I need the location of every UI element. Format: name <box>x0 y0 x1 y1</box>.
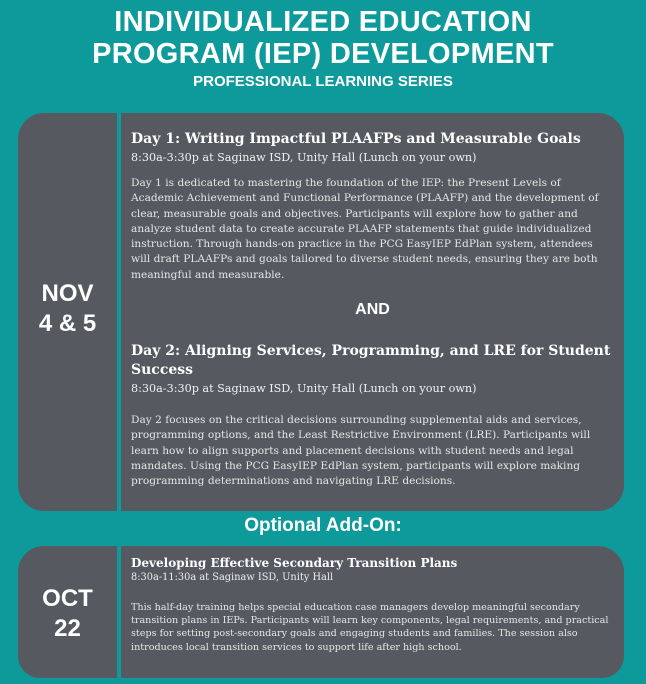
day1-title: Day 1: Writing Impactful PLAAFPs and Measurable Goals <box>131 131 581 147</box>
transition-time: 8:30a-11:30a at Saginaw ISD, Unity Hall <box>131 572 334 583</box>
day1-time: 8:30a-3:30p at Saginaw ISD, Unity Hall (Lunch on your own) <box>131 151 477 164</box>
card-divider <box>117 113 121 511</box>
date-day: 22 <box>54 615 81 642</box>
title-line-2: PROGRAM (IEP) DEVELOPMENT <box>92 38 554 70</box>
date-month: NOV <box>41 280 94 307</box>
card-divider <box>117 546 121 678</box>
day1-description: Day 1 is dedicated to mastering the foundation of the IEP: the Present Levels of Academic Achievement and Functional Performance (PLAAFP) and the development of clear, measurable goals and objectives. Participants will explore how to gather and analyze student data to create accurate PLAAFP statements that guide individualized instruction. Through hands-on practice in the PCG EasyIEP EdPlan system, attendees will draft PLAAFPs and goals tailored to diverse student needs, ensuring they are both meaningful and measurable. <box>131 177 599 281</box>
transition-section <box>131 555 614 654</box>
date-days: 4 & 5 <box>38 310 97 337</box>
session-card-nov <box>18 113 624 511</box>
date-month: OCT <box>42 585 93 612</box>
and-label: AND <box>355 301 390 318</box>
day1-section <box>131 130 614 283</box>
title-line-1: INDIVIDUALIZED EDUCATION <box>114 6 532 38</box>
header <box>0 6 646 92</box>
day2-section <box>131 342 614 489</box>
optional-add-on-heading: Optional Add-On: <box>244 515 402 536</box>
transition-title: Developing Effective Secondary Transition Plans <box>131 556 458 570</box>
day2-description: Day 2 focuses on the critical decisions surrounding supplemental aids and services, programming options, and the Least Restrictive Environment (LRE). Participants will learn how to align supports and placement decisions with student needs and legal mandates. Using the PCG EasyIEP EdPlan system, participants will explore making programming determinations and navigating LRE decisions. <box>131 414 591 488</box>
day2-title: Day 2: Aligning Services, Programming, and LRE for Student Success <box>131 343 611 378</box>
session-date-oct <box>18 584 117 644</box>
transition-description: This half-day training helps special education case managers develop meaningful secondary transition plans in IEPs. Participants will learn key components, legal requirements, and practical steps for setting post-secondary goals and engaging students and families. The session also introduces local transition services to support life after high school. <box>131 602 609 653</box>
session-date-nov <box>18 279 117 339</box>
page-title <box>0 6 646 70</box>
day2-time: 8:30a-3:30p at Saginaw ISD, Unity Hall (Lunch on your own) <box>131 382 477 395</box>
page-subtitle: PROFESSIONAL LEARNING SERIES <box>193 73 453 90</box>
session-card-oct <box>18 546 624 678</box>
